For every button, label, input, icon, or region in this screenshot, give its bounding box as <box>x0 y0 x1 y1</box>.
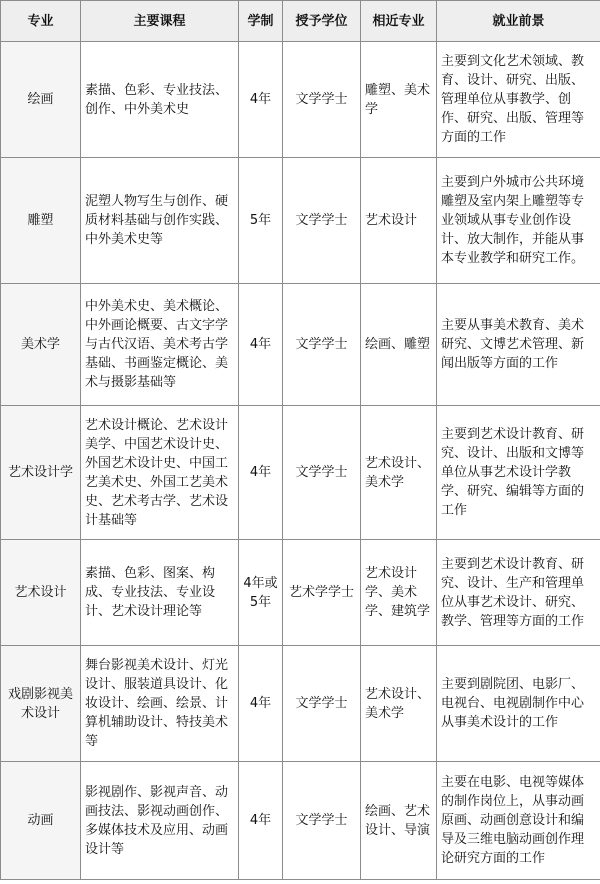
degree-cell: 文学学士 <box>283 158 361 284</box>
major-cell: 艺术设计学 <box>1 406 81 540</box>
related-cell: 艺术设计学、美术学、建筑学 <box>361 540 437 646</box>
table-row <box>1 284 600 406</box>
related-cell: 雕塑、美术学 <box>361 42 437 158</box>
major-cell: 戏剧影视美术设计 <box>1 646 81 762</box>
duration-cell: 4年 <box>239 762 283 880</box>
related-cell: 艺术设计、美术学 <box>361 646 437 762</box>
header-related: 相近专业 <box>361 1 437 42</box>
courses-cell: 中外美术史、美术概论、中外画论概要、古文字学与古代汉语、美术考古学基础、书画鉴定概论、美术与摄影基础等 <box>81 284 239 406</box>
header-row <box>1 1 600 42</box>
duration-cell: 5年 <box>239 158 283 284</box>
related-cell: 绘画、雕塑 <box>361 284 437 406</box>
courses-cell: 影视剧作、影视声音、动画技法、影视动画创作、多媒体技术及应用、动画设计等 <box>81 762 239 880</box>
degree-cell: 文学学士 <box>283 284 361 406</box>
duration-cell: 4年或5年 <box>239 540 283 646</box>
table-row <box>1 762 600 880</box>
header-degree: 授予学位 <box>283 1 361 42</box>
courses-cell: 艺术设计概论、艺术设计美学、中国艺术设计史、外国艺术设计史、中国工艺美术史、外国工艺美术史、艺术考古学、艺术设计基础等 <box>81 406 239 540</box>
degree-cell: 文学学士 <box>283 406 361 540</box>
prospects-cell: 主要从事美术教育、美术研究、文博艺术管理、新闻出版等方面的工作 <box>437 284 600 406</box>
header-major: 专业 <box>1 1 81 42</box>
courses-cell: 素描、色彩、专业技法、创作、中外美术史 <box>81 42 239 158</box>
prospects-cell: 主要到文化艺术领域、教育、设计、研究、出版、管理单位从事教学、创作、研究、出版、管理等方面的工作 <box>437 42 600 158</box>
table-row <box>1 42 600 158</box>
table-row <box>1 540 600 646</box>
degree-cell: 艺术学学士 <box>283 540 361 646</box>
prospects-cell: 主要到艺术设计教育、研究、设计、生产和管理单位从事艺术设计、研究、教学、管理等方面的工作 <box>437 540 600 646</box>
major-cell: 绘画 <box>1 42 81 158</box>
prospects-cell: 主要在电影、电视等媒体的制作岗位上，从事动画原画、动画创意设计和编导及三维电脑动画创作理论研究方面的工作 <box>437 762 600 880</box>
related-cell: 绘画、艺术设计、导演 <box>361 762 437 880</box>
duration-cell: 4年 <box>239 646 283 762</box>
degree-cell: 文学学士 <box>283 42 361 158</box>
courses-cell: 舞台影视美术设计、灯光设计、服装道具设计、化妆设计、绘画、绘景、计算机辅助设计、特技美术等 <box>81 646 239 762</box>
table-row <box>1 646 600 762</box>
header-courses: 主要课程 <box>81 1 239 42</box>
table-row <box>1 406 600 540</box>
major-cell: 雕塑 <box>1 158 81 284</box>
duration-cell: 4年 <box>239 284 283 406</box>
duration-cell: 4年 <box>239 406 283 540</box>
degree-cell: 文学学士 <box>283 762 361 880</box>
header-duration: 学制 <box>239 1 283 42</box>
major-cell: 艺术设计 <box>1 540 81 646</box>
major-cell: 动画 <box>1 762 81 880</box>
major-cell: 美术学 <box>1 284 81 406</box>
courses-cell: 素描、色彩、图案、构成、专业技法、专业设计、艺术设计理论等 <box>81 540 239 646</box>
prospects-cell: 主要到户外城市公共环境雕塑及室内架上雕塑等专业领域从事专业创作设计、放大制作，并能从事本专业教学和研究工作。 <box>437 158 600 284</box>
header-prospects: 就业前景 <box>437 1 600 42</box>
prospects-cell: 主要到剧院团、电影厂、电视台、电视剧制作中心从事美术设计的工作 <box>437 646 600 762</box>
duration-cell: 4年 <box>239 42 283 158</box>
related-cell: 艺术设计 <box>361 158 437 284</box>
courses-cell: 泥塑人物写生与创作、硬质材料基础与创作实践、中外美术史等 <box>81 158 239 284</box>
table-row <box>1 158 600 284</box>
related-cell: 艺术设计、美术学 <box>361 406 437 540</box>
degree-cell: 文学学士 <box>283 646 361 762</box>
prospects-cell: 主要到艺术设计教育、研究、设计、出版和文博等单位从事艺术设计学教学、研究、编辑等方面的工作 <box>437 406 600 540</box>
